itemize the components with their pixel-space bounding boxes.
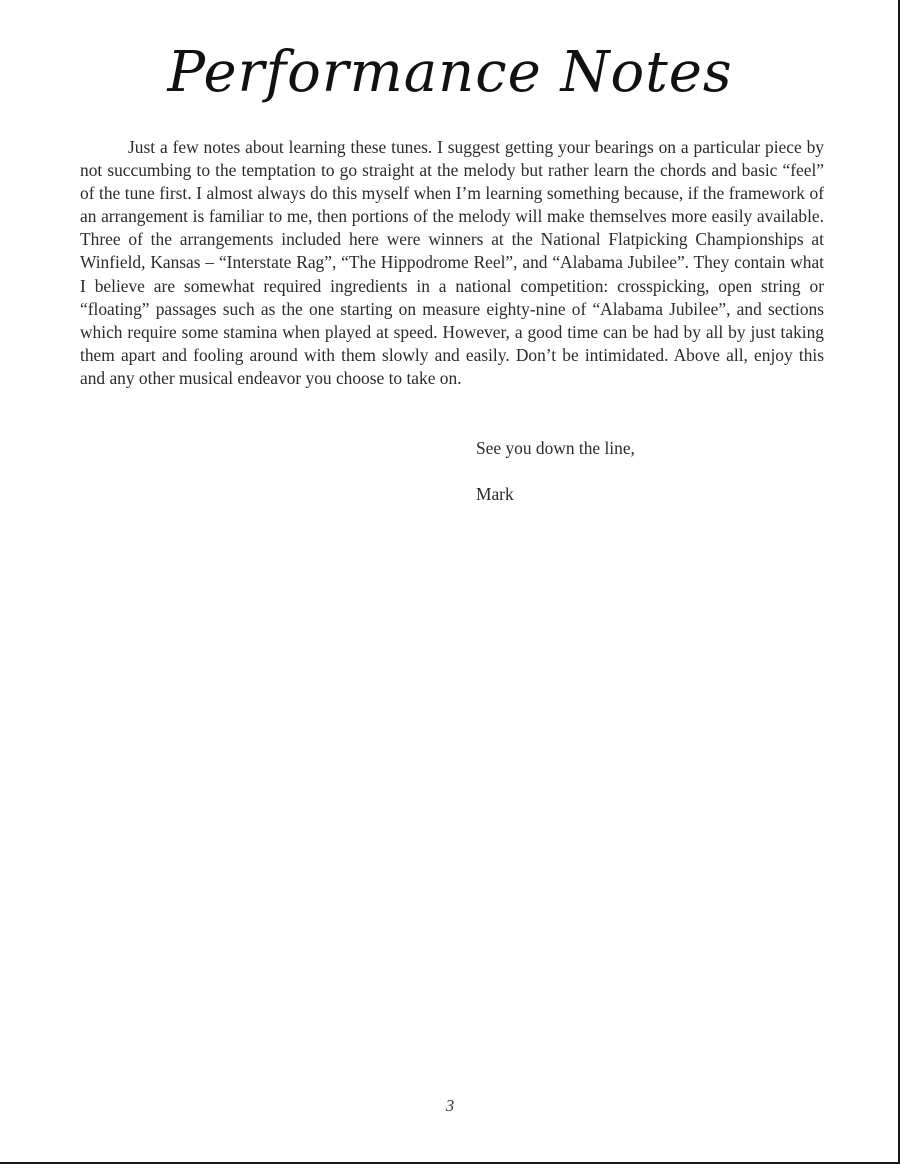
page-number: 3 — [445, 1096, 455, 1115]
closing-line: See you down the line, — [476, 438, 635, 458]
page-title: Performance Notes — [167, 40, 733, 105]
signature: Mark — [476, 484, 514, 504]
body-paragraph: Just a few notes about learning these tunes. I suggest getting your bearings on a particular piece by not succumbing to the temptation to go straight at the melody but rather learn the chords and basic “feel” of the tune first. I almost always do this myself when I’m learning something because, if the framework of an arrangement is familiar to me, then portions of the melody will make themselves more easily available. Three of the arrangements included here were winners at the National Flatpicking Championships at Winfield, Kansas – “Interstate Rag”, “The Hippodrome Reel”, and “Alabama Jubilee”. They contain what I believe are somewhat required ingredients in a national competition: crosspicking, open string or “floating” passages such as the one starting on measure eighty-nine of “Alabama Jubilee”, and sections which require some stamina when played at speed. However, a good time can be had by all by just taking them apart and fooling around with them slowly and easily. Don’t be intimidated. Above all, enjoy this and any other musical endeavor you choose to take on. — [80, 137, 824, 388]
